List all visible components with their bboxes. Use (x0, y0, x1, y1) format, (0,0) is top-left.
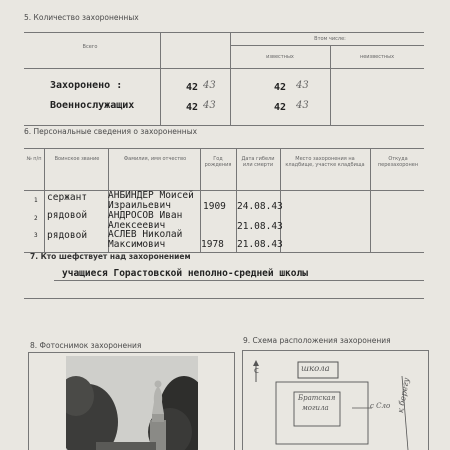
section7-value: учащиеся Горастовской неполно-средней школы (62, 268, 308, 279)
row3-num: 3 (34, 232, 38, 239)
row1-birth: 1909 (203, 201, 226, 212)
table6-col-div-1 (44, 148, 45, 252)
row-military-total-hand: 43 (203, 100, 216, 111)
row3-birth: 1978 (201, 239, 224, 250)
table5-bottom-border (24, 125, 424, 126)
hdr-rank: Воинское звание (54, 156, 100, 162)
row1-rank: сержант (47, 192, 88, 203)
table6-col-div-5 (280, 148, 281, 252)
row3-name-2: Максимович (108, 239, 166, 250)
table5-divider-3 (330, 45, 331, 125)
school-label: школа (301, 364, 330, 374)
photo-frame-top (28, 352, 234, 353)
table5-subheader-line (230, 45, 424, 46)
row1-num: 1 (34, 197, 38, 204)
row-buried-total-hand: 43 (203, 80, 216, 91)
river-label: к берегу (396, 377, 412, 414)
section8-title: 8. Фотоснимок захоронения (30, 341, 142, 350)
section6-title: 6. Персональные сведения о захороненных (24, 127, 198, 136)
photo-frame-left (28, 352, 29, 450)
hdr-birth: Год рождения (204, 156, 232, 168)
row-military-total: 42 (186, 102, 199, 113)
row2-death: 21.08.43 (237, 221, 283, 232)
table6-header-bottom (24, 190, 424, 191)
row2-name-1: АНДРОСОВ Иван (108, 210, 183, 221)
hdr-place: Место захоронения на кладбище, участке кладбища (285, 156, 365, 168)
grave-label-2: могила (302, 404, 329, 412)
table5-divider-2 (230, 32, 231, 125)
row-military-label: Военнослужащих (50, 100, 135, 111)
col-unknown-header: неизвестных (359, 54, 395, 60)
row-military-known: 42 (274, 102, 287, 113)
row2-name-2: Алексеевич (108, 220, 166, 231)
col-total-header: Всего (82, 44, 98, 50)
hdr-name: Фамилия, имя отчество (123, 156, 187, 162)
hdr-death: Дата гибели или смерти (241, 156, 275, 168)
fence-outline (276, 382, 368, 444)
row-military-known-hand: 43 (296, 100, 309, 111)
north-label: С (254, 367, 259, 375)
col-known-header: известных (266, 54, 294, 60)
section7-line-1 (54, 280, 424, 281)
row1-name-2: Израильевич (108, 200, 171, 211)
scheme-frame-right (428, 350, 429, 450)
row3-death: 21.08.43 (237, 239, 283, 250)
road-label: с Сло (370, 402, 391, 410)
burial-photo (66, 356, 198, 450)
table5-divider-1 (160, 32, 161, 125)
table6-top-border (24, 148, 424, 149)
section7-line-2 (24, 298, 424, 299)
table5-top-border (24, 32, 424, 33)
row1-name-1: АНБИНДЕР Моисей (108, 190, 194, 201)
section5-title: 5. Количество захороненных (24, 13, 139, 22)
grave-label-1: Братская (298, 394, 336, 402)
row3-name-1: АСЛЕВ Николай (108, 229, 183, 240)
row2-num: 2 (34, 215, 38, 222)
row-buried-label: Захоронено : (50, 80, 123, 91)
table5-header-bottom (24, 68, 424, 69)
section9-title: 9. Схема расположения захоронения (243, 336, 391, 345)
monument-photo-image (66, 356, 198, 450)
photo-frame-right (234, 352, 235, 450)
section7-title: 7. Кто шефствует над захоронением (30, 252, 191, 261)
col-incl-header: Втом числе: (314, 36, 346, 42)
row2-rank: рядовой (47, 210, 88, 221)
hdr-from: Откуда перезахоронен (377, 156, 419, 168)
row3-rank: рядовой (47, 230, 88, 241)
row-buried-known: 42 (274, 82, 287, 93)
hdr-num: № п/п (26, 156, 42, 162)
row-buried-known-hand: 43 (296, 80, 309, 91)
row1-death: 24.08.43 (237, 201, 283, 212)
table6-col-div-6 (370, 148, 371, 252)
row-buried-total: 42 (186, 82, 199, 93)
